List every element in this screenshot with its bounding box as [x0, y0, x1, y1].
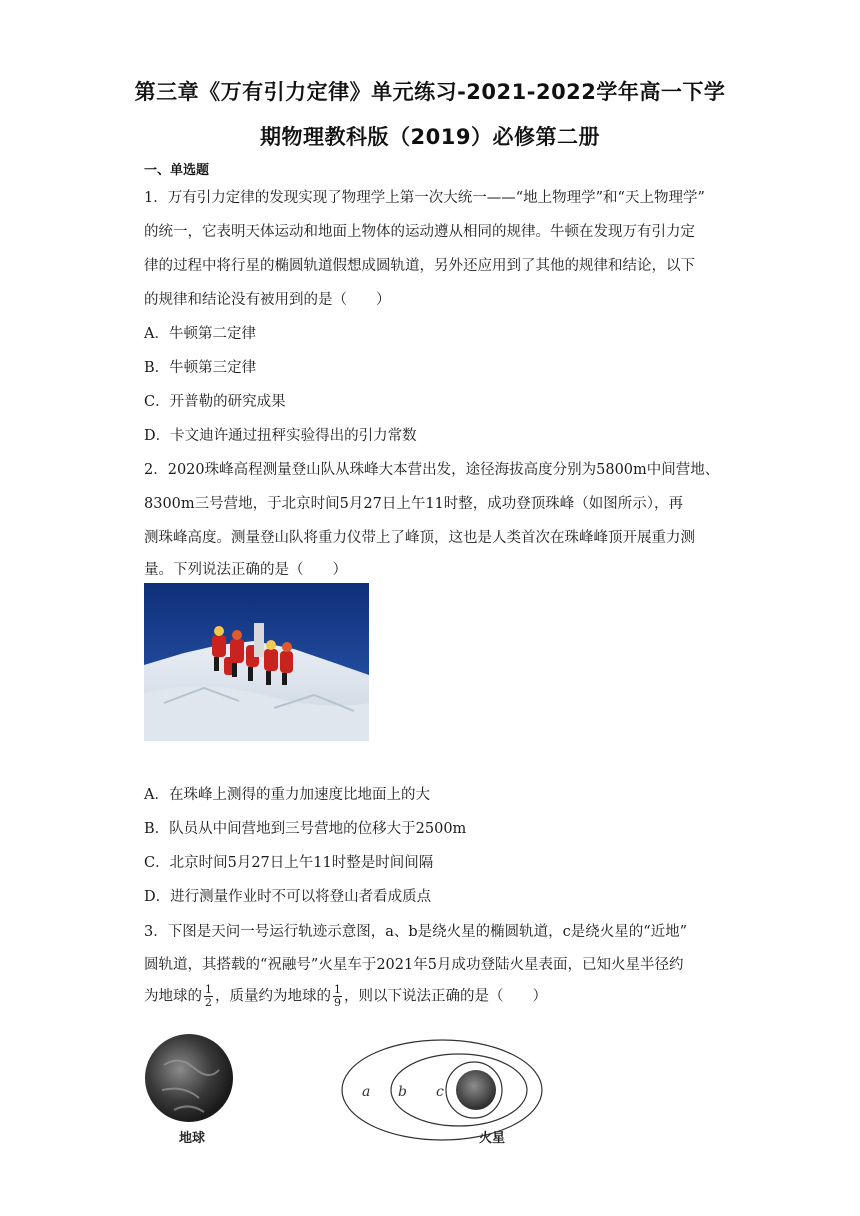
earth-label: 地球 — [179, 1131, 206, 1146]
q1-option-c: C．开普勒的研究成果 — [144, 394, 286, 410]
orbit-c-label: c — [436, 1084, 444, 1100]
q3-text-line: 圆轨道，其搭载的“祝融号”火星车于2021年5月成功登陆火星表面，已知火星半径约 — [144, 957, 684, 973]
mars-label: 火星 — [479, 1131, 506, 1146]
q2-text-line: 量。下列说法正确的是（ ） — [144, 562, 347, 578]
fraction-numerator: 1 — [334, 983, 341, 996]
q3-text-line: 3．下图是天问一号运行轨迹示意图，a、b是绕火星的椭圆轨道，c是绕火星的“近地” — [144, 924, 688, 940]
q3-line3-part-b: ，质量约为地球的 — [215, 988, 331, 1005]
q2-option-b: B．队员从中间营地到三号营地的位移大于2500m — [144, 821, 467, 837]
q1-option-b: B．牛顿第三定律 — [144, 360, 257, 376]
q2-text-line: 2．2020珠峰高程测量登山队从珠峰大本营出发，途径海拔高度分别为5800m中间营地、 — [144, 462, 720, 478]
q2-text-line: 8300m三号营地，于北京时间5月27日上午11时整，成功登顶珠峰（如图所示），再 — [144, 496, 684, 512]
fraction-one-ninth — [333, 984, 342, 1009]
q1-text-line: 1．万有引力定律的发现实现了物理学上第一次大统一——“地上物理学”和“天上物理学” — [144, 190, 705, 206]
q2-option-d: D．进行测量作业时不可以将登山者看成质点 — [144, 889, 432, 905]
mars-icon — [456, 1070, 496, 1110]
q3-text-line-with-fractions — [144, 984, 547, 1009]
q1-text-line: 的规律和结论没有被用到的是（ ） — [144, 292, 391, 308]
fraction-numerator: 1 — [205, 983, 212, 996]
q1-option-a: A．牛顿第二定律 — [144, 326, 256, 342]
fraction-denominator: 9 — [334, 996, 341, 1009]
earth-icon — [145, 1034, 233, 1122]
q2-option-c: C．北京时间5月27日上午11时整是时间间隔 — [144, 855, 434, 871]
everest-summit-photo — [144, 583, 369, 741]
q2-option-a: A．在珠峰上测得的重力加速度比地面上的大 — [144, 787, 430, 803]
orbit-a-label: a — [362, 1084, 371, 1100]
q3-line3-part-a: 为地球的 — [144, 988, 202, 1005]
q2-text-line: 测珠峰高度。测量登山队将重力仪带上了峰顶，这也是人类首次在珠峰峰顶开展重力测 — [144, 530, 695, 546]
orbit-b-label: b — [398, 1084, 407, 1100]
q1-option-d: D．卡文迪许通过扭秤实验得出的引力常数 — [144, 428, 417, 444]
q3-line3-part-c: ，则以下说法正确的是（ ） — [344, 988, 547, 1005]
document-title-line-1: 第三章《万有引力定律》单元练习-2021-2022学年高一下学 — [134, 80, 726, 104]
fraction-one-half — [204, 984, 213, 1009]
q1-text-line: 的统一，它表明天体运动和地面上物体的运动遵从相同的规律。牛顿在发现万有引力定 — [144, 224, 695, 240]
document-title-line-2: 期物理教科版（2019）必修第二册 — [260, 125, 600, 149]
fraction-denominator: 2 — [205, 996, 212, 1009]
q1-text-line: 律的过程中将行星的椭圆轨道假想成圆轨道，另外还应用到了其他的规律和结论，以下 — [144, 258, 695, 274]
section-title: 一、单选题 — [144, 163, 210, 178]
orbit-diagram — [144, 1030, 544, 1155]
